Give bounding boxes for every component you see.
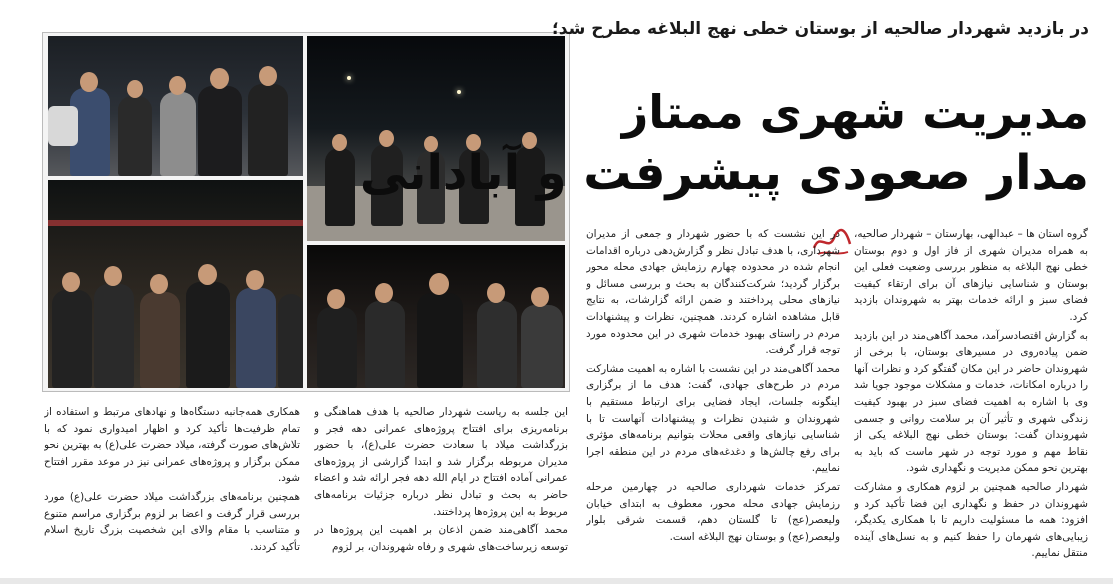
article-column-2 — [586, 226, 840, 576]
headline-line-2: مدار صعودی پیشرفت و آبادانی — [359, 145, 1089, 201]
paragraph: همچنین برنامه‌های بزرگداشت میلاد حضرت علی(ع) مورد بررسی قرار گرفت و اعضا بر لزوم برگزاری مراسم متنوع و متناسب با مقام والای این شخصیت بزرگ تاریخ اسلام تأکید کردند. — [44, 490, 300, 553]
paragraph: تمرکز خدمات شهرداری صالحیه در چهارمین مرحله رزمایش جهادی محله محور، معطوف به ابتدای خیابان ولیعصر(عج) تا گلستان دهم، قسمت شرقی بلوار ولیعصر(عج) و بوستان نهج البلاغه است. — [586, 480, 840, 543]
article-column-1 — [854, 226, 1088, 576]
paragraph: در این نشست که با حضور شهردار و جمعی از مدیران شهرداری، با هدف تبادل نظر و گزارش‌دهی درباره اقدامات انجام شده در محدوده چهارم رزمایش جهادی محله محور برگزار گردید؛ شرکت‌کنندگان به بحث و بررسی مسائل و نیازهای محلی پرداختند و ضمن ارائه گزارشات، به نتایج قابل مشاهده اشاره کردند. همچنین، نظرات و پیشنهادات مردم در راستای بهبود خدمات شهری در این محدوده مورد توجه قرار گرفت. — [586, 228, 840, 357]
photo-officials-closeup — [307, 245, 565, 388]
article-kicker: در بازدید شهردار صالحیه از بوستان خطی نهج البلاغه مطرح شد؛ — [551, 19, 1089, 39]
photo-officials-at-car — [48, 36, 303, 176]
article-column-4 — [44, 404, 300, 576]
paragraph: به گزارش اقتصادسرآمد، محمد آگاهی‌مند در این بازدید ضمن پیاده‌روی در مسیرهای بوستان، با برخی از شهروندان حاضر در این مکان گفتگو کرد و نظرات آنها را درباره امکانات، خدمات و مشکلات موجود جویا شد وی با اشاره به اهمیت فضای سبز در بهبود کیفیت زندگی شهری و تأثیر آن بر سلامت روانی و جسمی شهروندان گفت: بوستان خطی نهج البلاغه یکی از نقاط مهم و مورد توجه در شهر ماست که باید به بهترین نحو ممکن مدیریت و نگهداری شود. — [854, 329, 1088, 475]
page-bottom-edge — [0, 578, 1113, 584]
headline-line-1: مدیریت شهری ممتاز — [621, 85, 1089, 139]
article-column-3 — [314, 404, 568, 576]
photo-collage — [42, 32, 570, 392]
paragraph: محمد آگاهی‌مند ضمن اذعان بر اهمیت این پروژه‌ها در توسعه زیرساخت‌های شهری و رفاه شهروندان، بر لزوم — [314, 524, 568, 553]
photo-park-walkway-night — [307, 36, 565, 241]
paragraph: شهردار صالحیه همچنین بر لزوم همکاری و مشارکت شهروندان در حفظ و نگهداری این فضا تأکید کرد و افزود: همه ما مسئولیت داریم تا با همکاری یکدیگر، زیبایی‌های شهرمان را حفظ کنیم و به نسل‌های آینده منتقل نماییم. — [854, 480, 1088, 560]
paragraph: این جلسه به ریاست شهردار صالحیه با هدف هماهنگی و برنامه‌ریزی برای افتتاح پروژه‌های عمرانی دهه فجر و بزرگداشت میلاد با سعادت حضرت علی(ع)، با حضور مدیران مربوطه برگزار شد و ابتدا گزارشی از پروژه‌های عمرانی آماده افتتاح در ایام الله دهه فجر ارائه شد و اعضاء حاضر به بحث و تبادل نظر درباره جزئیات برنامه‌های مربوط به این پروژه‌ها پرداختند. — [314, 406, 568, 518]
paragraph: گروه استان ها – عبدالهی، بهارستان – شهردار صالحیه، به همراه مدیران شهری از فاز اول و دوم بوستان خطی نهج البلاغه به منظور بررسی وضعیت فعلی این بوستان و شناسایی نیازهای آن برای ارتقاء کیفیت فضای سبز و ارائه خدمات بهتر به شهروندان بازدید کرد. — [854, 228, 1088, 323]
paragraph: محمد آگاهی‌مند در این نشست با اشاره به اهمیت مشارکت مردم در طرح‌های جهادی، گفت: هدف ما از برگزاری اینگونه جلسات، ایجاد فضایی برای ارتباط مستقیم با شهروندان و شنیدن نظرات و پیشنهادات آنهاست تا با شناسایی نیازهای واقعی محلات بتوانیم برنامه‌های مؤثری برای رفع چالش‌ها و دغدغه‌های مردم در این منطقه اجرا نماییم. — [586, 362, 840, 475]
paragraph: همکاری همه‌جانبه دستگاه‌ها و نهادهای مرتبط و استفاده از تمام ظرفیت‌ها تأکید کرد و اظهار امیدواری نمود که با تلاش‌های صورت گرفته، میلاد حضرت علی(ع) به بهترین نحو ممکن برگزار و پروژه‌های عمرانی نیز در موعد مقرر افتتاح شود. — [44, 406, 300, 485]
photo-group-under-lights — [48, 180, 303, 388]
